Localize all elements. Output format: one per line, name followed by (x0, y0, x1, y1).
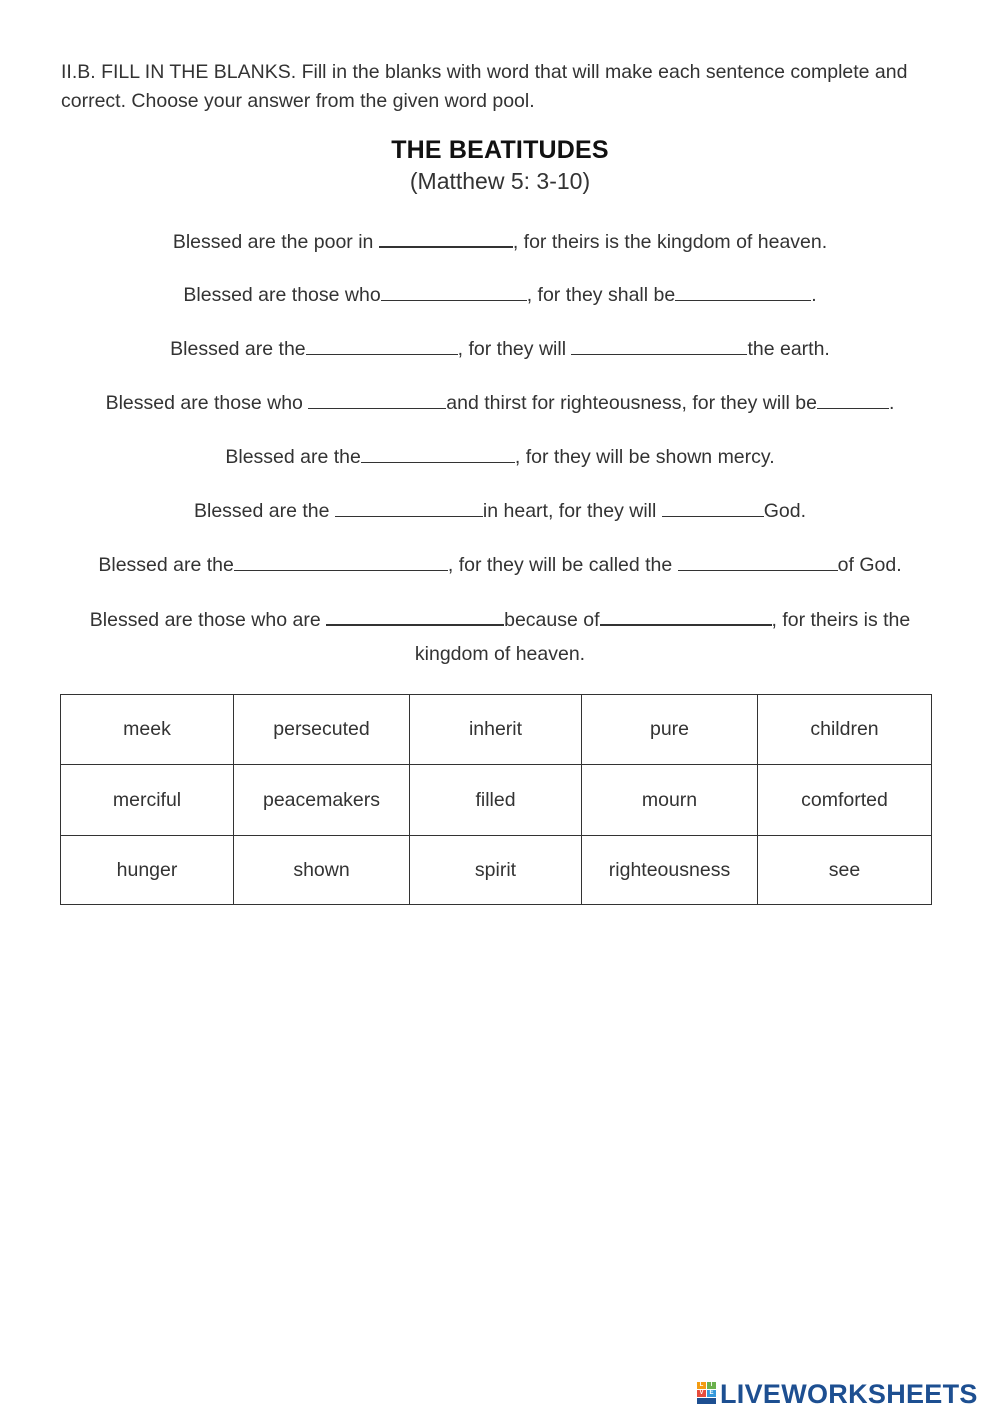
sentence-8-text-a: Blessed are those who are (89, 609, 327, 631)
sentence-7-text-c: of God. (837, 554, 902, 576)
sentence-1 (55, 228, 945, 254)
liveworksheets-logo-text: LIVEWORKSHEETS (720, 1378, 978, 1409)
sentence-6-text-b: in heart, for they will (482, 500, 662, 522)
word-pool-row (61, 695, 932, 765)
sentence-4-text-a: Blessed are those who (105, 392, 309, 414)
blank-3b[interactable] (571, 336, 747, 355)
instructions: II.B. FILL IN THE BLANKS. Fill in the blanks with word that will make each sentence complete and correct. Choose your answer from the given word pool. (61, 61, 908, 112)
logo-mark-letter: I (707, 1382, 716, 1389)
word-pool-cell: mourn (582, 765, 758, 836)
sentence-3-text-a: Blessed are the (170, 338, 306, 360)
blank-7b[interactable] (678, 552, 838, 571)
sentence-4-text-b: and thirst for righteousness, for they will be (446, 392, 817, 414)
blank-8b[interactable] (600, 606, 772, 626)
sentence-2-text-a: Blessed are those who (183, 284, 381, 306)
word-pool-cell: meek (61, 695, 234, 765)
word-pool-cell: shown (234, 836, 410, 905)
blank-1a[interactable] (379, 228, 513, 248)
word-pool-cell: spirit (410, 836, 582, 905)
sentence-3-text-c: the earth. (747, 338, 830, 360)
sentence-5 (55, 444, 945, 469)
sentence-8-text-c: , for theirs is the (771, 609, 911, 631)
logo-mark-bar (697, 1398, 716, 1404)
blank-8a[interactable] (326, 606, 504, 626)
word-pool-cell: merciful (61, 765, 234, 836)
logo-mark-letter: L (697, 1382, 706, 1389)
word-pool-cell: filled (410, 765, 582, 836)
word-pool-cell: children (758, 695, 932, 765)
sentence-8 (55, 606, 945, 632)
word-pool-row (61, 765, 932, 836)
sentence-3-text-b: , for they will (457, 338, 572, 360)
blank-3a[interactable] (306, 336, 458, 355)
logo-mark-letter: V (697, 1390, 706, 1397)
liveworksheets-logo (697, 1378, 978, 1410)
sentence-8-text-b: because of (504, 609, 600, 631)
blank-2b[interactable] (675, 282, 811, 301)
word-pool-cell: persecuted (234, 695, 410, 765)
sentence-4 (55, 390, 945, 415)
sentence-6-text-c: God. (763, 500, 807, 522)
word-pool-cell: pure (582, 695, 758, 765)
blank-5a[interactable] (361, 444, 515, 463)
word-pool-cell: righteousness (582, 836, 758, 905)
sentence-7-text-b: , for they will be called the (447, 554, 678, 576)
sentence-8-continued: kingdom of heaven. (414, 643, 586, 665)
page-subtitle: (Matthew 5: 3-10) (409, 168, 591, 194)
sentence-5-text-a: Blessed are the (225, 446, 361, 468)
liveworksheets-logo-icon (697, 1382, 717, 1406)
blank-4a[interactable] (308, 390, 446, 409)
sentence-7 (55, 552, 945, 577)
blank-6b[interactable] (662, 498, 764, 517)
word-pool-cell: see (758, 836, 932, 905)
sentence-2-text-b: , for they shall be (526, 284, 676, 306)
sentence-5-text-b: , for they will be shown mercy. (514, 446, 775, 468)
blank-7a[interactable] (234, 552, 448, 571)
sentence-3 (55, 336, 945, 361)
sentence-6 (55, 498, 945, 523)
sentence-6-text-a: Blessed are the (193, 500, 335, 522)
logo-mark-letter: E (707, 1390, 716, 1397)
sentence-2-text-c: . (811, 284, 817, 306)
word-pool-cell: peacemakers (234, 765, 410, 836)
sentence-1-text-b: , for theirs is the kingdom of heaven. (512, 231, 828, 253)
page-title: THE BEATITUDES (391, 136, 609, 164)
blank-4b[interactable] (817, 390, 889, 409)
blank-6a[interactable] (335, 498, 483, 517)
sentence-1-text-a: Blessed are the poor in (172, 231, 379, 253)
sentence-2 (55, 282, 945, 307)
word-pool-cell: inherit (410, 695, 582, 765)
word-pool-cell: hunger (61, 836, 234, 905)
sentence-7-text-a: Blessed are the (98, 554, 234, 576)
blank-2a[interactable] (381, 282, 527, 301)
word-pool-table (60, 694, 932, 905)
word-pool-cell: comforted (758, 765, 932, 836)
sentence-4-text-c: . (888, 392, 895, 414)
word-pool-row (61, 836, 932, 905)
